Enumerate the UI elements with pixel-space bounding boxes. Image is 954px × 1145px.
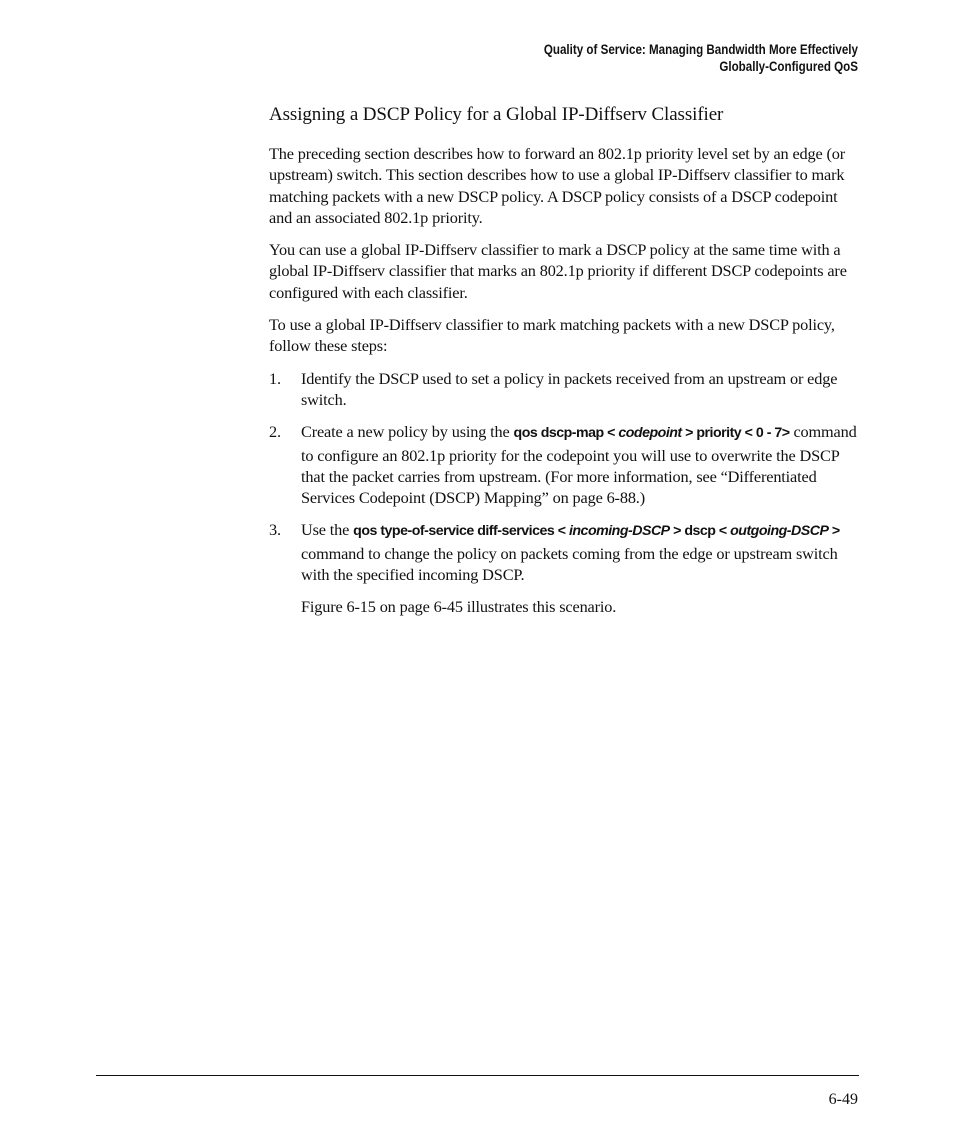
command-parameter: codepoint xyxy=(618,425,682,442)
step-1 xyxy=(269,368,861,411)
paragraph-steps-intro: To use a global IP-Diffserv classifier to mark matching packets with a new DSCP policy, follow these steps: xyxy=(269,315,835,356)
step-number: 2. xyxy=(269,422,281,442)
step-3 xyxy=(269,519,861,585)
page-number: 6-49 xyxy=(828,1091,858,1108)
step-text: Identify the DSCP used to set a policy in packets received from an upstream or edge switch. xyxy=(301,368,838,409)
command-keyword: qos dscp-map < xyxy=(513,425,619,442)
running-header xyxy=(428,41,858,75)
running-header-section: Globally-Configured QoS xyxy=(719,59,858,74)
running-header-chapter: Quality of Service: Managing Bandwidth More Effectively xyxy=(543,42,858,57)
section-heading: Assigning a DSCP Policy for a Global IP-Diffserv Classifier xyxy=(269,104,724,125)
main-content xyxy=(269,103,861,618)
step-2 xyxy=(269,421,861,508)
footer-divider xyxy=(96,1075,859,1076)
step-text-lead: Create a new policy by using the xyxy=(301,422,514,442)
step-number: 1. xyxy=(269,368,281,388)
paragraph-concurrent-use: You can use a global IP-Diffserv classifier to mark a DSCP policy at the same time with a global IP-Diffserv classifier that marks an 802.1p priority if different DSCP codepoints are configured with each classifier. xyxy=(269,240,847,302)
step-number: 3. xyxy=(269,520,281,540)
command-keyword: > xyxy=(828,523,840,540)
step-text xyxy=(301,519,861,585)
step-text-rest: command to configure an 802.1p priority for the codepoint you will use to overwrite the DSCP that the packet carries from upstream. (For more information, see “Differentiated Services Codepoint (DSCP) Mapping” on page 6-88.) xyxy=(301,422,857,508)
step-text-lead: Use the xyxy=(301,520,354,540)
step-text-rest: command to change the policy on packets coming from the edge or upstream switch with the specified incoming DSCP. xyxy=(301,543,838,585)
command-parameter: outgoing-DSCP xyxy=(730,523,829,540)
command-keyword: > priority < 0 - 7> xyxy=(681,425,790,442)
figure-reference-note: Figure 6-15 on page 6-45 illustrates this scenario. xyxy=(301,597,617,617)
step-text xyxy=(301,421,861,508)
command-parameter: incoming-DSCP xyxy=(568,523,670,540)
command-keyword: > dscp < xyxy=(669,523,731,540)
paragraph-intro: The preceding section describes how to forward an 802.1p priority level set by an edge (or upstream) switch. This section describes how to use a global IP-Diffserv classifier to mark matching packets with a new DSCP policy. A DSCP policy consists of a DSCP codepoint and an associated 802.1p priority. xyxy=(269,144,846,227)
command-keyword: qos type-of-service diff-services < xyxy=(353,523,569,540)
